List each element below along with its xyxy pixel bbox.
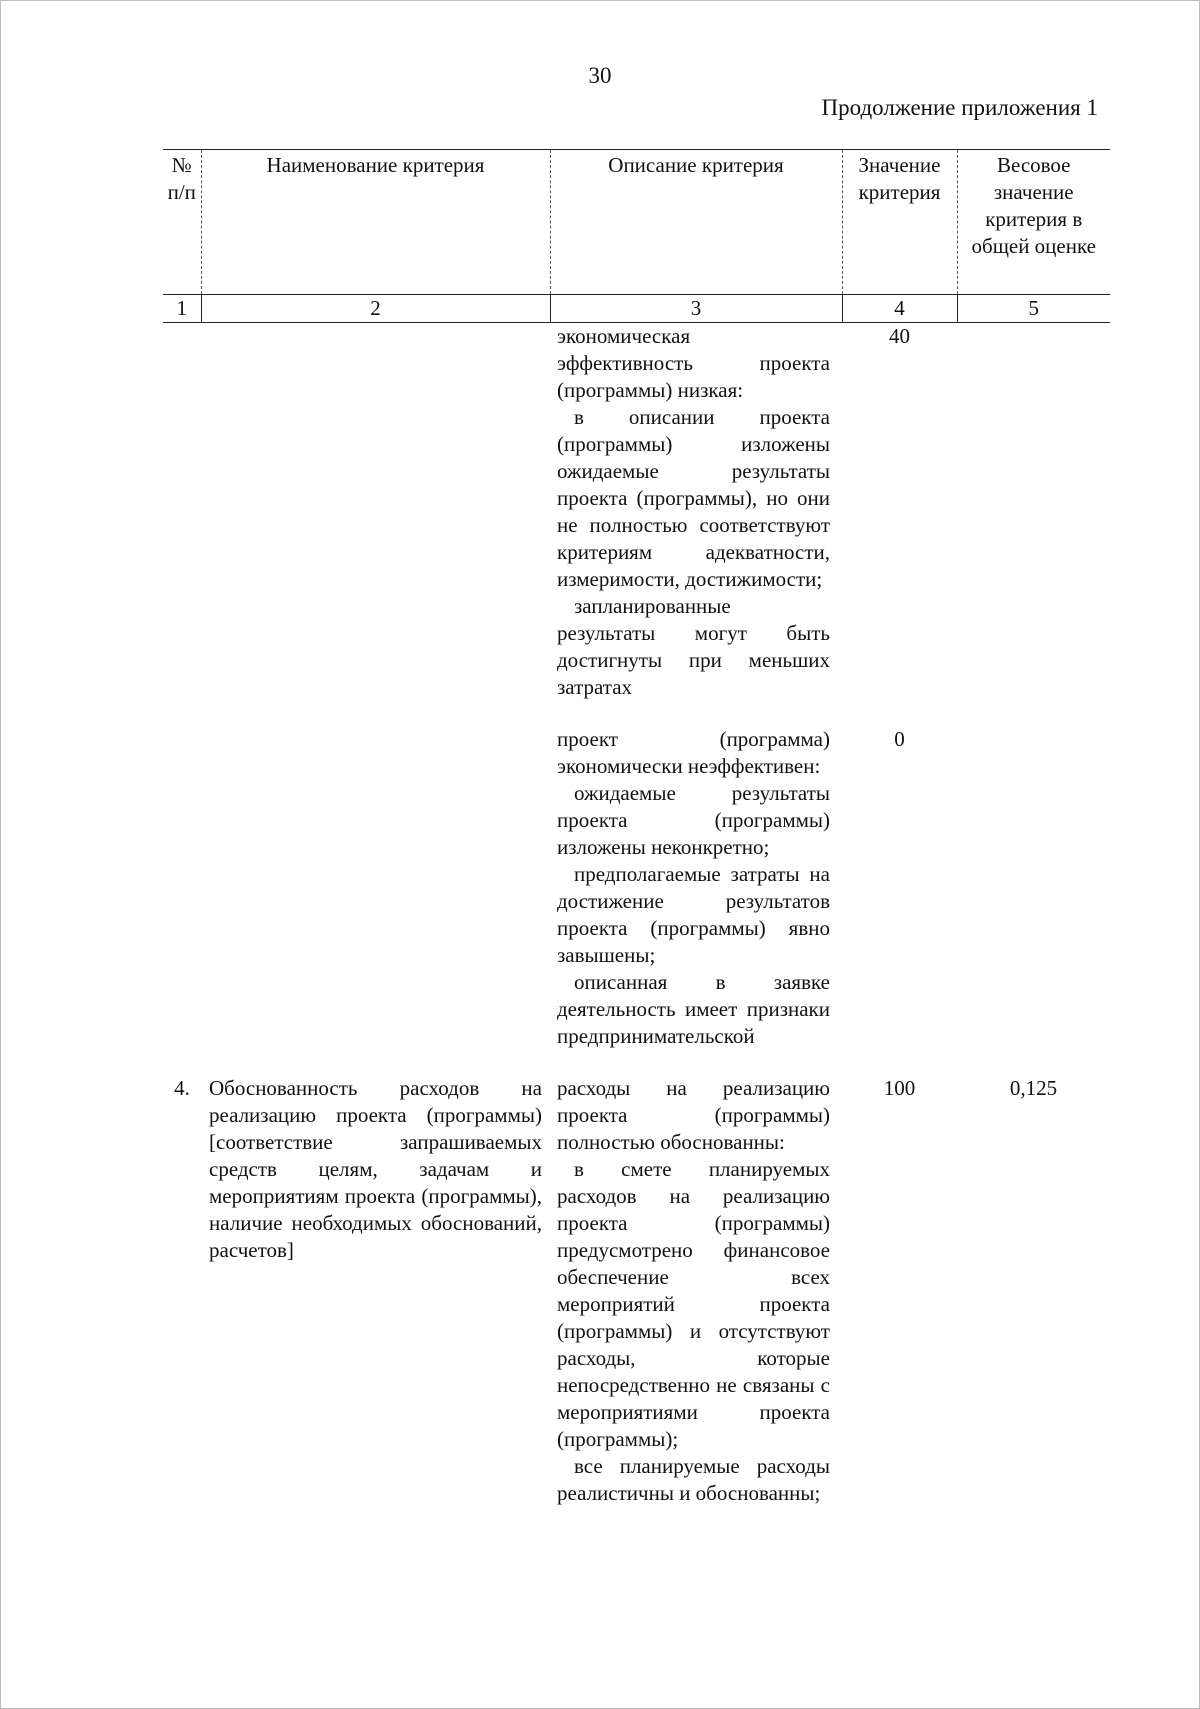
criterion-weight: 0,125 — [1009, 1076, 1058, 1100]
description-item: предполагаемые затраты на достижение результатов проекта (программы) явно завышены; — [557, 862, 830, 967]
description-item: описанная в заявке деятельность имеет признаки предпринимательской — [557, 970, 830, 1048]
description-lead: расходы на реализацию проекта (программы) полностью обоснованны: — [557, 1076, 830, 1154]
criterion-description — [550, 726, 842, 1075]
description-item: ожидаемые результаты проекта (программы) изложены неконкретно; — [557, 781, 830, 859]
criteria-table — [163, 149, 1110, 1507]
criterion-name: Обоснованность расходов на реализацию проекта (программы) [соответствие запрашиваемых средств целям, задачам и мероприятиям проекта (программы), наличие необходимых обоснований, расчетов] — [209, 1076, 542, 1262]
appendix-note: Продолжение приложения 1 — [821, 95, 1098, 120]
description-lead: экономическая эффективность проекта (программы) низкая: — [557, 324, 830, 402]
column-number: 5 — [957, 295, 1110, 323]
column-number: 2 — [201, 295, 550, 323]
description-item: запланированные результаты могут быть достигнуты при меньших затратах — [557, 594, 830, 699]
criterion-weight — [957, 323, 1110, 727]
criterion-weight — [957, 726, 1110, 1075]
description-lead: проект (программа) экономически неэффективен: — [557, 727, 830, 778]
table-row — [163, 1075, 1110, 1507]
table-row — [163, 726, 1110, 1075]
header-criterion-weight: Весовое значение критерия в общей оценке — [957, 150, 1110, 295]
criterion-description — [550, 323, 842, 727]
criterion-value: 100 — [883, 1076, 916, 1100]
header-criterion-description: Описание критерия — [550, 150, 842, 295]
table-row — [163, 323, 1110, 727]
header-criterion-name: Наименование критерия — [201, 150, 550, 295]
row-number — [163, 726, 201, 1075]
page-number: 30 — [588, 63, 612, 88]
criterion-description — [550, 1075, 842, 1507]
criterion-name — [201, 726, 550, 1075]
row-number — [163, 323, 201, 727]
header-criterion-value: Значение критерия — [842, 150, 957, 295]
column-number: 4 — [842, 295, 957, 323]
header-number: № п/п — [163, 150, 201, 295]
column-number-row — [163, 295, 1110, 323]
column-number: 3 — [550, 295, 842, 323]
description-item: в описании проекта (программы) изложены ожидаемые результаты проекта (программы), но они не полностью соответствуют критериям адекватности, измеримости, достижимости; — [557, 405, 830, 591]
description-item: все планируемые расходы реалистичны и обоснованны; — [557, 1454, 830, 1505]
column-number: 1 — [163, 295, 201, 323]
row-number: 4. — [174, 1076, 190, 1100]
criterion-value: 40 — [889, 324, 910, 348]
criterion-value: 0 — [894, 727, 905, 751]
table-header-row — [163, 150, 1110, 295]
criterion-name — [201, 323, 550, 727]
description-item: в смете планируемых расходов на реализацию проекта (программы) предусмотрено финансовое обеспечение всех мероприятий проекта (программы) и отсутствуют расходы, которые непосредственно не связаны с мероприятиями проекта (программы); — [557, 1157, 830, 1451]
